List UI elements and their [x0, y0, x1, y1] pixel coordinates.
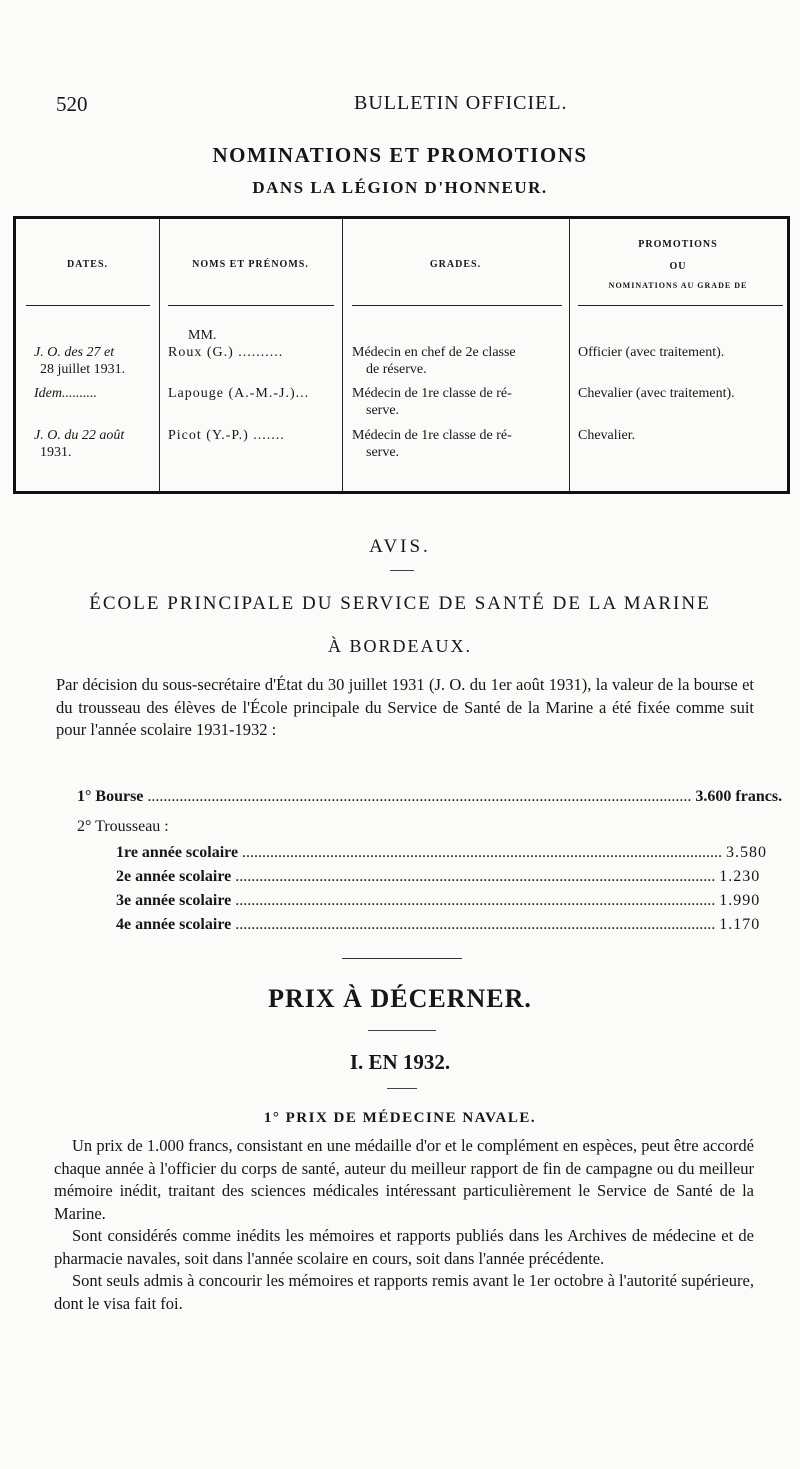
header-rule [352, 305, 562, 306]
table-cell-promotion: Chevalier. [578, 428, 636, 443]
header-rule [168, 305, 334, 306]
divider [390, 570, 414, 571]
prix-heading: 1° PRIX DE MÉDECINE NAVALE. [263, 1110, 537, 1126]
table-cell-grade: Médecin de 1re classe de ré- [352, 428, 512, 443]
column-header-promotions: PROMOTIONS [638, 239, 718, 250]
column-header-grades: GRADES. [429, 259, 482, 270]
column-divider [569, 219, 570, 491]
bourse-row [77, 788, 783, 806]
list-item: 2e année scolaire ........................................................................................................................ 1.230 [116, 868, 761, 885]
header-rule [578, 305, 783, 306]
column-header-names: NOMS ET PRÉNOMS. [192, 259, 309, 270]
table-cell-name: Lapouge (A.-M.-J.)... [168, 386, 310, 401]
prix-title: PRIX À DÉCERNER. [268, 984, 532, 1013]
section-divider [342, 958, 462, 959]
paragraph: Un prix de 1.000 francs, consistant en une médaille d'or et le complément en espèces, peut être accordé chaque année à l'officier du corps de santé, auteur du meilleur rapport de fin de campagne ou du meilleur mémoire inédit, traitant des sciences médicales intéressant particulièrement le Service de Santé de la Marine. [54, 1136, 754, 1223]
list-item: 1re année scolaire ........................................................................................................................ 3.580 [116, 844, 768, 861]
dot-leader: ........................................................................................................................ [235, 868, 716, 885]
list-item: 4e année scolaire ........................................................................................................................ 1.170 [116, 916, 761, 933]
prix-subtitle: I. EN 1932. [349, 1050, 451, 1074]
divider [387, 1088, 417, 1089]
dot-leader: ........................................................................................................................................ [147, 788, 692, 805]
table-cell-name: Roux (G.) .......... [168, 345, 284, 360]
avis-intro-paragraph: Par décision du sous-secrétaire d'État du 30 juillet 1931 (J. O. du 1er août 1931), la valeur de la bourse et du trousseau des élèves de l'École principale du Service de Santé de la Marine a été fixée comme suit pour l'année scolaire 1931-1932 : [56, 675, 754, 739]
table-cell-date: 1931. [40, 445, 72, 460]
divider [368, 1030, 436, 1031]
page-number: 520 [56, 92, 88, 116]
legion-honneur-table [13, 216, 790, 494]
table-cell-grade: serve. [366, 403, 400, 418]
school-location: À BORDEAUX. [327, 636, 472, 656]
bourse-value: 3.600 francs. [695, 788, 783, 805]
dot-leader: ........................................................................................................................ [242, 844, 723, 861]
trousseau-heading: 2° Trousseau : [77, 818, 169, 835]
paragraph: Sont seuls admis à concourir les mémoires et rapports remis avant le 1er octobre à l'autorité supérieure, dont le visa fait foi. [54, 1271, 754, 1313]
table-cell-grade: de réserve. [366, 362, 427, 377]
dot-leader: ........................................................................................................................ [235, 892, 716, 909]
table-cell-name: Picot (Y.-P.) ....... [168, 428, 285, 443]
table-cell-promotion: Chevalier (avec traitement). [578, 386, 735, 401]
section-subtitle: DANS LA LÉGION D'HONNEUR. [252, 178, 548, 197]
table-cell-grade: Médecin en chef de 2e classe [352, 345, 516, 360]
column-header-promotions-ou: OU [669, 261, 687, 272]
table-cell-promotion: Officier (avec traitement). [578, 345, 725, 360]
table-cell-date: Idem.......... [34, 386, 97, 401]
school-title: ÉCOLE PRINCIPALE DU SERVICE DE SANTÉ DE LA MARINE [89, 593, 711, 614]
column-header-dates: DATES. [66, 259, 109, 270]
section-title: NOMINATIONS ET PROMOTIONS [212, 143, 588, 167]
dot-leader: ........................................................................................................................ [235, 916, 716, 933]
list-item: 3e année scolaire ........................................................................................................................ 1.990 [116, 892, 761, 909]
paragraph: Sont considérés comme inédits les mémoires et rapports publiés dans les Archives de médecine et de pharmacie navales, soit dans l'année scolaire en cours, soit dans l'année précédente. [54, 1226, 754, 1268]
mm-label: MM. [188, 328, 217, 343]
table-cell-date: 28 juillet 1931. [40, 362, 126, 377]
avis-title: AVIS. [369, 536, 431, 557]
bourse-label: 1° Bourse [77, 788, 144, 805]
table-cell-grade: serve. [366, 445, 400, 460]
prix-body [54, 1135, 754, 1315]
header-rule [26, 305, 150, 306]
running-header [56, 92, 746, 120]
table-cell-grade: Médecin de 1re classe de ré- [352, 386, 512, 401]
table-cell-date: J. O. du 22 août [34, 428, 125, 443]
table-cell-date: J. O. des 27 et [34, 345, 115, 360]
journal-title: BULLETIN OFFICIEL. [354, 92, 568, 114]
column-header-nominations: NOMINATIONS AU GRADE DE [608, 281, 748, 290]
